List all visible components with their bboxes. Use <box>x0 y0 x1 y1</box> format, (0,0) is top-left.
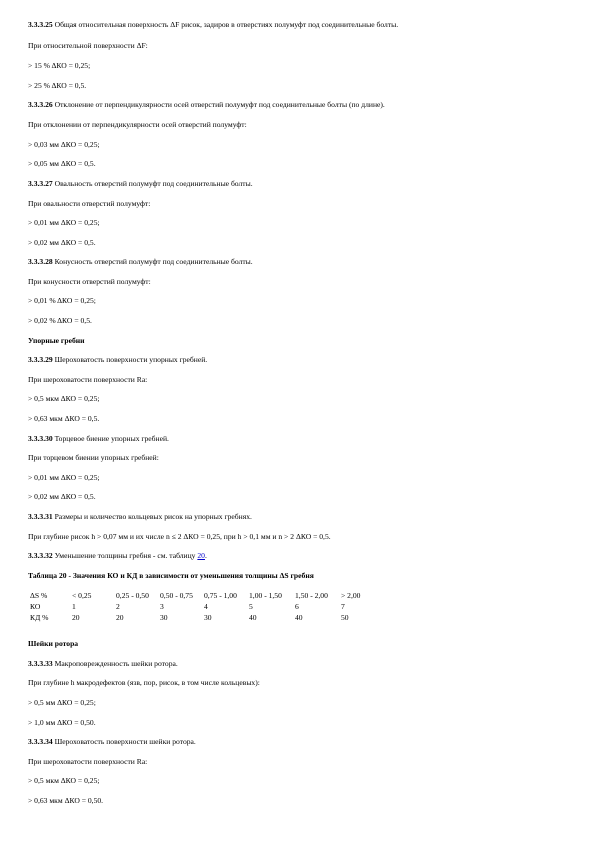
clause-heading: 3.3.3.33 Макроповрежденность шейки ротора. <box>28 659 178 668</box>
criterion-line: > 0,01 мм ΔКО = 0,25; <box>28 473 100 482</box>
table-cell: 6 <box>295 602 299 611</box>
clause-heading: 3.3.3.31 Размеры и количество кольцевых рисок на упорных гребнях. <box>28 512 252 521</box>
criterion-line: > 0,01 мм ΔКО = 0,25; <box>28 218 100 227</box>
paragraph: При отклонении от перпендикулярности осей отверстий полумуфт: <box>28 120 247 129</box>
criterion-line: > 0,01 % ΔКО = 0,25; <box>28 296 96 305</box>
clause-heading: 3.3.3.30 Торцевое биение упорных гребней. <box>28 434 169 443</box>
clause-number: 3.3.3.32 <box>28 551 53 560</box>
table-cell: 40 <box>249 613 257 622</box>
criterion-line: > 0,5 мкм ΔКО = 0,25; <box>28 776 100 785</box>
table-cell: 50 <box>341 613 349 622</box>
table-20-link[interactable]: 20 <box>197 551 205 560</box>
table-row <box>30 612 381 623</box>
criterion-line: > 0,5 мм ΔКО = 0,25; <box>28 698 96 707</box>
table-cell: 1,00 - 1,50 <box>249 591 282 600</box>
criterion-line: > 0,02 мм ΔКО = 0,5. <box>28 238 96 247</box>
paragraph: При глубине рисок h > 0,07 мм и их числе n ≤ 2 ΔКО = 0,25, при h > 0,1 мм и n > 2 ΔКО = 0,5. <box>28 532 331 541</box>
clause-heading: 3.3.3.28 Конусность отверстий полумуфт под соединительные болты. <box>28 257 253 266</box>
table-cell: ΔS % <box>30 591 48 600</box>
table-row <box>30 590 381 601</box>
table-cell: 2 <box>116 602 120 611</box>
clause-number: 3.3.3.33 <box>28 659 53 668</box>
clause-number: 3.3.3.26 <box>28 100 53 109</box>
paragraph: При относительной поверхности ΔF: <box>28 41 148 50</box>
table-cell: 30 <box>160 613 168 622</box>
table-cell: 30 <box>204 613 212 622</box>
table-20 <box>30 590 381 623</box>
clause-number: 3.3.3.31 <box>28 512 53 521</box>
criterion-line: > 0,02 мм ΔКО = 0,5. <box>28 492 96 501</box>
criterion-line: > 1,0 мм ΔКО = 0,50. <box>28 718 96 727</box>
clause-heading: 3.3.3.25 Общая относительная поверхность ΔF рисок, задиров в отверстиях полумуфт под соединительные болты. <box>28 20 399 29</box>
clause-heading: 3.3.3.29 Шероховатость поверхности упорных гребней. <box>28 355 208 364</box>
table-cell: < 0,25 <box>72 591 92 600</box>
table-row <box>30 601 381 612</box>
criterion-line: > 0,02 % ΔКО = 0,5. <box>28 316 92 325</box>
table-cell: 20 <box>116 613 124 622</box>
table-cell: > 2,00 <box>341 591 361 600</box>
criterion-line: > 0,03 мм ΔКО = 0,25; <box>28 140 100 149</box>
clause-number: 3.3.3.27 <box>28 179 53 188</box>
paragraph: При шероховатости поверхности Ra: <box>28 757 148 766</box>
criterion-line: > 0,5 мкм ΔКО = 0,25; <box>28 394 100 403</box>
table-cell: 1 <box>72 602 76 611</box>
clause-number: 3.3.3.34 <box>28 737 53 746</box>
criterion-line: > 0,63 мкм ΔКО = 0,5. <box>28 414 100 423</box>
table-cell: 4 <box>204 602 208 611</box>
paragraph: При овальности отверстий полумуфт: <box>28 199 151 208</box>
table-caption: Таблица 20 - Значения КО и КД в зависимости от уменьшения толщины ΔS гребня <box>28 571 314 580</box>
clause-heading: 3.3.3.32 Уменьшение толщины гребня - см. таблицу 20. <box>28 551 207 560</box>
table-cell: КО <box>30 602 41 611</box>
paragraph: При глубине h макродефектов (язв, пор, рисок, в том числе кольцевых): <box>28 678 260 687</box>
table-cell: 20 <box>72 613 80 622</box>
clause-number: 3.3.3.29 <box>28 355 53 364</box>
clause-heading: 3.3.3.26 Отклонение от перпендикулярности осей отверстий полумуфт под соединительные болты (по длине). <box>28 100 385 109</box>
criterion-line: > 25 % ΔКО = 0,5. <box>28 81 87 90</box>
table-cell: 0,25 - 0,50 <box>116 591 149 600</box>
clause-number: 3.3.3.25 <box>28 20 53 29</box>
table-cell: 0,75 - 1,00 <box>204 591 237 600</box>
criterion-line: > 15 % ΔКО = 0,25; <box>28 61 91 70</box>
clause-number: 3.3.3.30 <box>28 434 53 443</box>
table-cell: КД % <box>30 613 49 622</box>
paragraph: При конусности отверстий полумуфт: <box>28 277 151 286</box>
clause-heading: 3.3.3.27 Овальность отверстий полумуфт под соединительные болты. <box>28 179 253 188</box>
table-cell: 5 <box>249 602 253 611</box>
clause-heading: 3.3.3.34 Шероховатость поверхности шейки ротора. <box>28 737 196 746</box>
table-cell: 7 <box>341 602 345 611</box>
table-cell: 0,50 - 0,75 <box>160 591 193 600</box>
clause-number: 3.3.3.28 <box>28 257 53 266</box>
criterion-line: > 0,63 мкм ΔКО = 0,50. <box>28 796 104 805</box>
table-cell: 3 <box>160 602 164 611</box>
table-cell: 40 <box>295 613 303 622</box>
section-heading: Шейки ротора <box>28 639 79 648</box>
paragraph: При торцевом биении упорных гребней: <box>28 453 159 462</box>
criterion-line: > 0,05 мм ΔКО = 0,5. <box>28 159 96 168</box>
table-cell: 1,50 - 2,00 <box>295 591 328 600</box>
section-heading: Упорные гребни <box>28 336 85 345</box>
paragraph: При шероховатости поверхности Ra: <box>28 375 148 384</box>
